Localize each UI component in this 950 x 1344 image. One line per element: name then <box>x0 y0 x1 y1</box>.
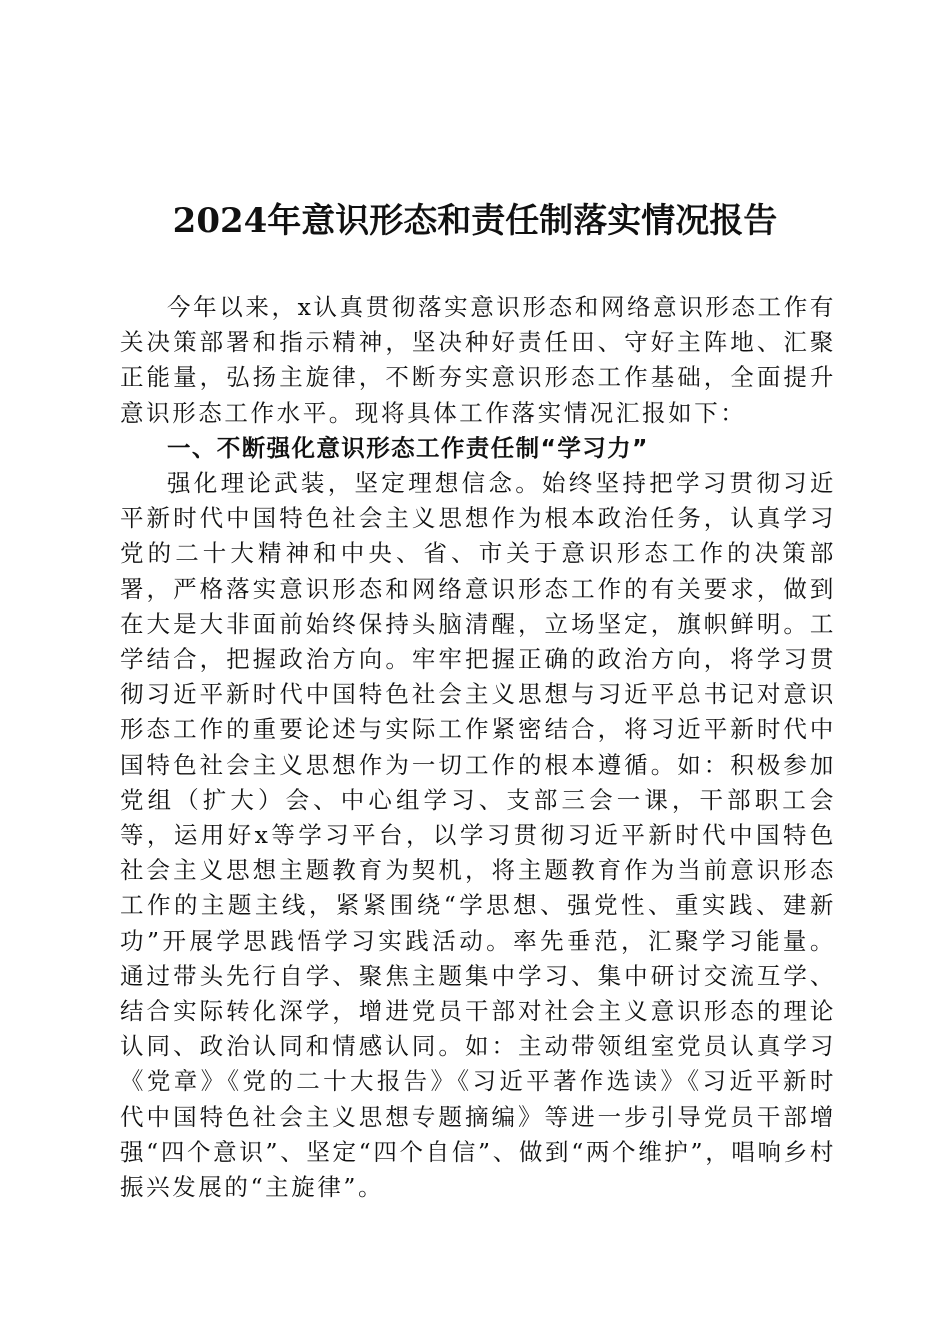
intro-paragraph: 今年以来，x认真贯彻落实意识形态和网络意识形态工作有关决策部署和指示精神，坚决种好责任田、守好主阵地、汇聚正能量，弘扬主旋律，不断夯实意识形态工作基础，全面提升意识形态工作水平。现将具体工作落实情况汇报如下： <box>120 293 836 427</box>
document-title: 2024年意识形态和责任制落实情况报告 <box>172 201 778 241</box>
document-body <box>120 290 836 1205</box>
section-paragraph: 强化理论武装，坚定理想信念。始终坚持把学习贯彻习近平新时代中国特色社会主义思想作为根本政治任务，认真学习党的二十大精神和中央、省、市关于意识形态工作的决策部署，严格落实意识形态和网络意识形态工作的有关要求，做到在大是大非面前始终保持头脑清醒，立场坚定，旗帜鲜明。工学结合，把握政治方向。牢牢把握正确的政治方向，将学习贯彻习近平新时代中国特色社会主义思想与习近平总书记对意识形态工作的重要论述与实际工作紧密结合，将习近平新时代中国特色社会主义思想作为一切工作的根本遵循。如：积极参加党组（扩大）会、中心组学习、支部三会一课，干部职工会等，运用好x等学习平台，以学习贯彻习近平新时代中国特色社会主义思想主题教育为契机，将主题教育作为当前意识形态工作的主题主线，紧紧围绕“学思想、强党性、重实践、建新功”开展学思践悟学习实践活动。率先垂范，汇聚学习能量。通过带头先行自学、聚焦主题集中学习、集中研讨交流互学、结合实际转化深学，增进党员干部对社会主义意识形态的理论认同、政治认同和情感认同。如：主动带领组室党员认真学习《党章》《党的二十大报告》《习近平著作选读》《习近平新时代中国特色社会主义思想专题摘编》等进一步引导党员干部增强“四个意识”、坚定“四个自信”、做到“两个维护”，唱响乡村振兴发展的“主旋律”。 <box>120 469 836 1202</box>
section-heading: 一、不断强化意识形态工作责任制“学习力” <box>167 433 649 462</box>
